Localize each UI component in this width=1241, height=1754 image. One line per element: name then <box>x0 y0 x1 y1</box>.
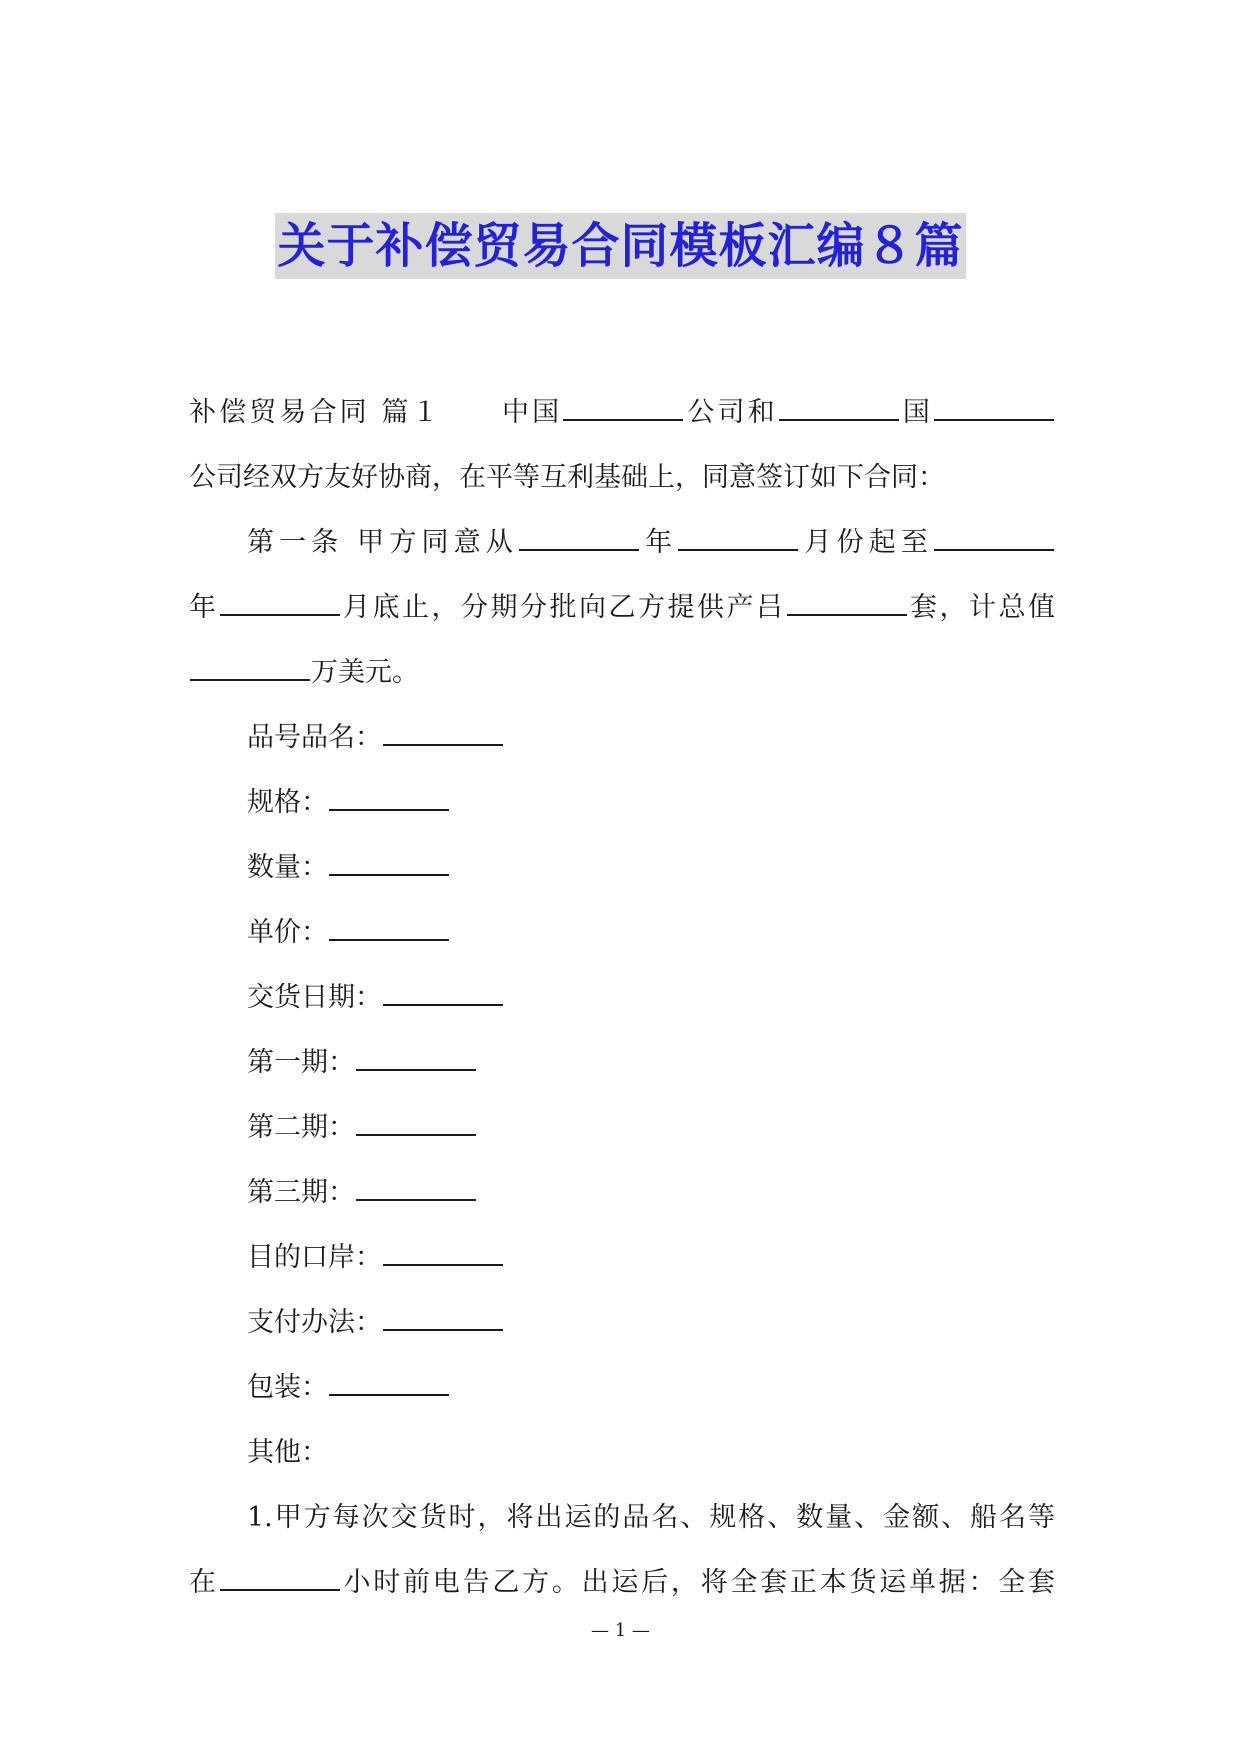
text-run: 万美元。 <box>311 657 419 688</box>
text-run: 年 <box>639 527 678 558</box>
fill-blank <box>787 590 907 616</box>
document-title: 关于补偿贸易合同模板汇编８篇 <box>275 213 965 279</box>
text-run: 月底止，分期分批向乙方提供产吕 <box>340 592 786 623</box>
fill-blank <box>383 1240 503 1266</box>
field-label: 其他： <box>247 1437 328 1468</box>
fill-blank <box>220 590 340 616</box>
fill-blank <box>383 980 503 1006</box>
fill-blank <box>329 850 449 876</box>
text-run: 年 <box>189 592 219 623</box>
text-run: 补偿贸易合同 篇１ 中国 <box>189 397 563 428</box>
field-line <box>189 1355 1055 1420</box>
fill-blank <box>678 525 798 551</box>
title-container <box>0 213 1241 279</box>
text-run: 国 <box>899 397 934 428</box>
fill-blank <box>356 1045 476 1071</box>
paragraph-line <box>189 640 1055 705</box>
field-line <box>189 770 1055 835</box>
fill-blank <box>383 720 503 746</box>
fill-blank <box>329 785 449 811</box>
paragraph-line <box>189 445 1055 510</box>
field-line <box>189 705 1055 770</box>
text-run: 月份起至 <box>799 527 934 558</box>
text-run: 套，计总值 <box>907 592 1055 623</box>
field-label: 第三期： <box>247 1177 355 1208</box>
field-line <box>189 900 1055 965</box>
field-line <box>189 1420 1055 1485</box>
field-label: 目的口岸： <box>247 1242 382 1273</box>
text-run: 公司经双方友好协商，在平等互利基础上，同意签订如下合同： <box>189 462 945 493</box>
fill-blank <box>329 915 449 941</box>
field-label: 交货日期： <box>247 982 382 1013</box>
field-line <box>189 1095 1055 1160</box>
field-line <box>189 1030 1055 1095</box>
fill-blank <box>356 1175 476 1201</box>
text-run: 小时前电告乙方。出运后，将全套正本货运单据：全套 <box>340 1567 1055 1598</box>
field-line <box>189 1225 1055 1290</box>
document-body <box>189 380 1055 1615</box>
field-label: 支付办法： <box>247 1307 382 1338</box>
fill-blank <box>329 1370 449 1396</box>
fill-blank <box>356 1110 476 1136</box>
field-label: 第二期： <box>247 1112 355 1143</box>
fill-blank <box>220 1565 340 1591</box>
paragraph-line <box>189 380 1055 445</box>
text-run: 在 <box>189 1567 219 1598</box>
fill-blank <box>383 1305 503 1331</box>
field-label: 第一期： <box>247 1047 355 1078</box>
text-run: 1.甲方每次交货时，将出运的品名、规格、数量、金额、船名等 <box>247 1502 1055 1533</box>
paragraph-line <box>189 575 1055 640</box>
page-number: — 1 — <box>591 1620 650 1641</box>
field-line <box>189 835 1055 900</box>
field-line <box>189 1290 1055 1355</box>
paragraph-line <box>189 510 1055 575</box>
text-run: 第一条 甲方同意从 <box>247 527 518 558</box>
fill-blank <box>519 525 639 551</box>
field-label: 单价： <box>247 917 328 948</box>
field-line <box>189 965 1055 1030</box>
fill-blank <box>779 395 899 421</box>
field-label: 规格： <box>247 787 328 818</box>
fill-blank <box>934 525 1054 551</box>
field-label: 数量： <box>247 852 328 883</box>
fill-blank <box>563 395 683 421</box>
field-label: 品号品名： <box>247 722 382 753</box>
field-line <box>189 1160 1055 1225</box>
paragraph-line <box>189 1550 1055 1615</box>
text-run: 公司和 <box>684 397 778 428</box>
fill-blank <box>190 655 310 681</box>
paragraph-line <box>189 1485 1055 1550</box>
fill-blank <box>934 395 1054 421</box>
field-label: 包装： <box>247 1372 328 1403</box>
